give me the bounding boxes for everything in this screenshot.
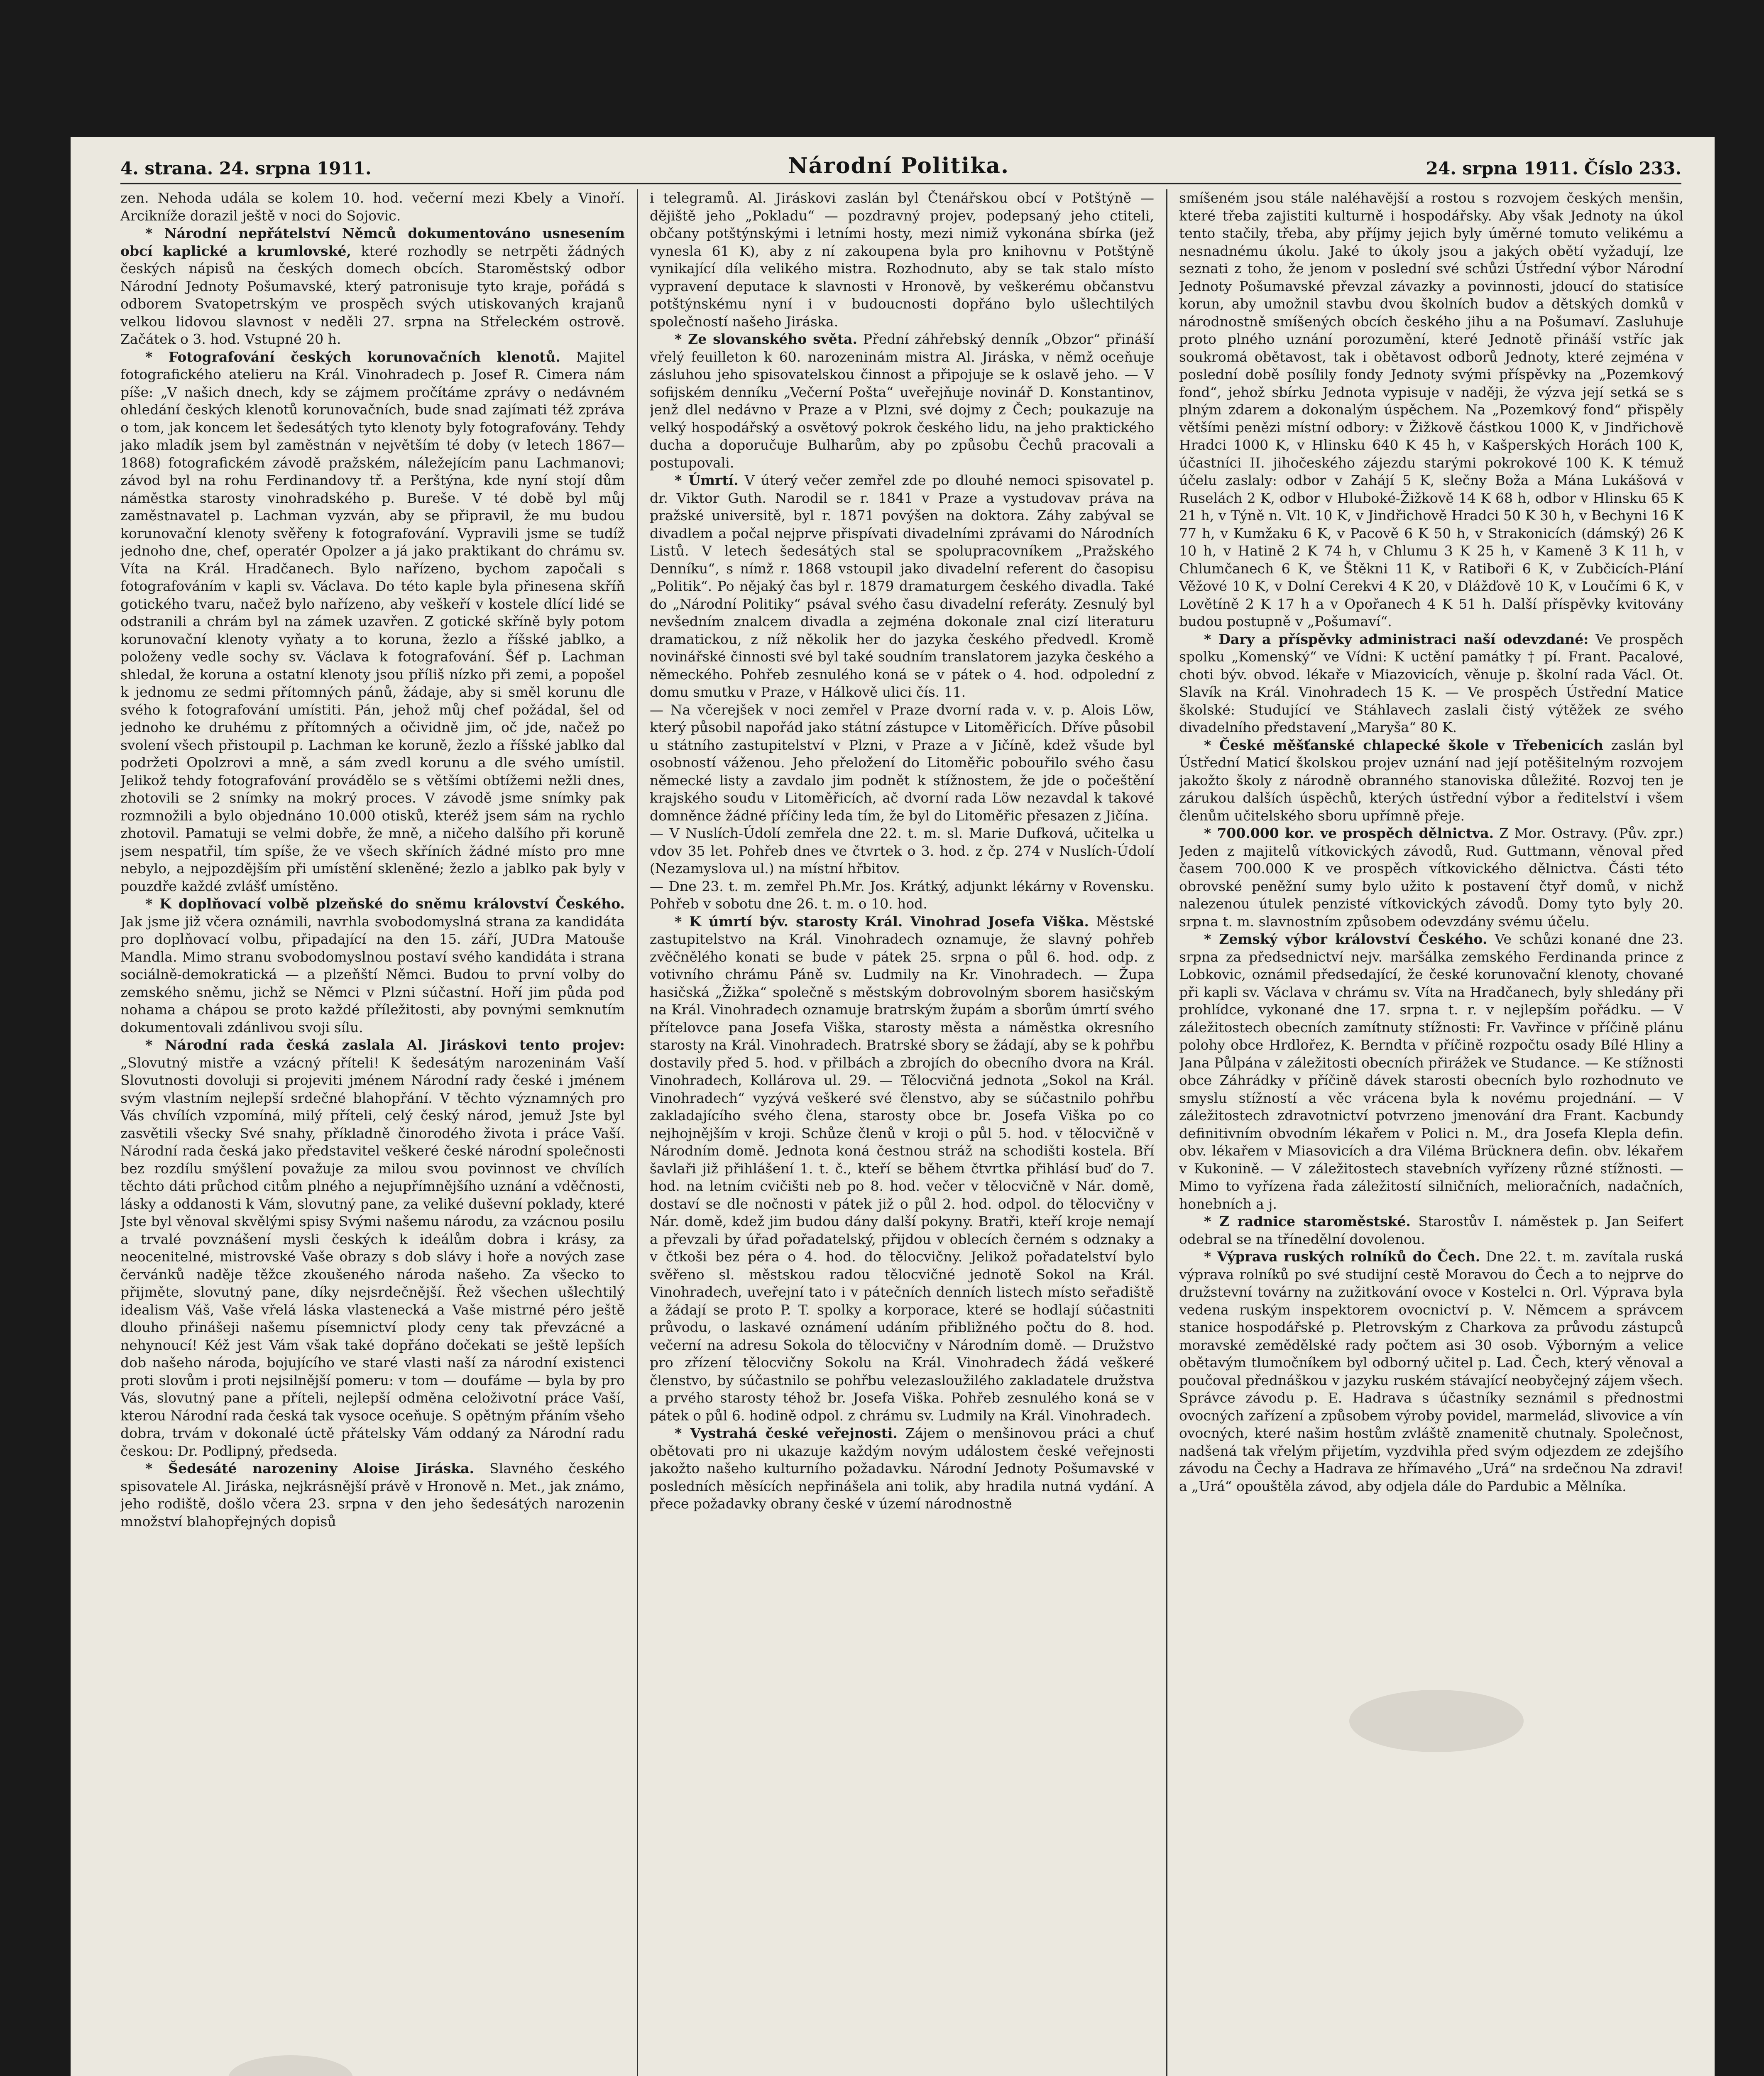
- article-text: Majitel fotografického atelieru na Král. Vinohradech p. Josef R. Cimera nám píše: „V našich dnech, kdy se zájmem pročítáme zprávy o nedávném ohledání českých klenotů korunovačních, bude snad zajímati též zpráva o tom, jak koncem let šedesátých tyto klenoty byly fotografovány. Tehdy jako mladík jsem byl zaměstnán v největším té doby (v letech 1867—1868) fotografickém závodě pražském, náležejícím panu Lachmanovi; závod byl na rohu Ferdinandovy tř. a Perštýna, kde nyní stojí dům náměstka starosty vinohradského p. Bureše. V té době byl můj zaměstnavatel p. Lachman vyzván, aby se připravil, že mu budou korunovační klenoty svěřeny k fotografování. Vypravili jsme se tudíž jednoho dne, chef, operatér Opolzer a já jako praktikant do chrámu sv. Víta na Král. Hradčanech. Bylo nařízeno, bychom započali s fotografováním v kapli sv. Václava. Do této kaple byla přinesena skříň gotického tvaru, načež bylo nařízeno, aby veškeří v kostele dlící lidé se odstranili a chrám byl na zámek uzavřen. Z gotické skříně byly potom korunovační klenoty vyňaty a to koruna, žezlo a říšské jablko, a položeny vedle sochy sv. Václava k fotografování. Šéf p. Lachman shledal, že koruna a ostatní klenoty jsou příliš nízko při zemi, a popošel k jednomu ze sedmi přítomných pánů, žádaje, aby si směl korunu dle svého k fotografování umístiti. Pán, jehož můj chef požádal, šel od jednoho ke druhému z přítomných a očividně jim, oč jde, načež po svolení všech přistoupil p. Lachman ke koruně, žezlo a říšské jablko dal podržeti Opolzrovi a mně, a sám zvedl korunu a dle svého umístil. Jelikož tehdy fotografování provádělo se s většími obtížemi nežli dnes, zhotovili se 2 snímky na mokrý proces. V závodě jsme snímky pak rozmnožili a bylo objednáno 10.000 otisků, kteréž jsem sám na rychlo zhotovil. Pamatuji se velmi dobře, že mně, a ničeho dalšího při koruně jsem nespatřil, tím spíše, že ve všech skříních žádné místo pro mne nebylo, a nejpozdějším při umístění skleněné; žezlo a jablko pak byly v pouzdře každé zvlášť umístěno.: [120, 348, 625, 894]
- article-paragraph: [120, 1036, 625, 1460]
- article-heading: * Dary a příspěvky administraci naší odevzdané:: [1204, 631, 1589, 647]
- article-text: Jak jsme již včera oznámili, navrhla svobodomyslná strana za kandidáta pro doplňovací volbu, připadající na den 15. září, JUDra Matouše Mandla. Mimo stranu svobodomyslnou postaví svého kandidáta i strana sociálně-demokratická — a plzeňští Němci. Budou to první volby do zemského sněmu, jichž se Němci v Plzni súčastní. Hoří jim půda pod nohama a chápou se proto každé příležitosti, aby povnými semknutím dokumentovali zdánlivou svoji sílu.: [120, 913, 625, 1036]
- article-paragraph: [650, 825, 1154, 878]
- page-header: [120, 145, 1681, 179]
- article-paragraph: [1179, 737, 1683, 825]
- article-heading: * České měšťanské chlapecké škole v Třebenicích: [1204, 737, 1604, 753]
- article-text: V úterý večer zemřel zde po dlouhé nemoci spisovatel p. dr. Viktor Guth. Narodil se r. 1841 v Praze a vystudovav práva na pražské universitě, byl r. 1871 povýšen na doktora. Záhy zabýval se divadlem a počal nejprve přispívati divadelními zprávami do Národních Listů. V letech šedesátých stal se spolupracovníkem „Pražského Denníku“, s nímž r. 1868 vstoupil jako divadelní referent do časopisu „Politik“. Po nějaký čas byl r. 1879 dramaturgem českého divadla. Také do „Národní Politiky“ psával svého času divadelní referáty. Zesnulý byl nevšedním znalcem divadla a zejména dokonale znal cizí literaturu dramatickou, z níž několik her do jazyka českého předvedl. Kromě novinářské činnosti své byl také soudním translatorem jazyka českého a německého. Pohřeb zesnulého koná se v pátek o 4. hod. odpolední z domu smutku v Praze, v Hálkově ulici čís. 11.: [650, 472, 1154, 700]
- article-heading: * Úmrtí.: [675, 472, 739, 488]
- article-paragraph: [1179, 930, 1683, 1213]
- article-paragraph: [650, 330, 1154, 472]
- header-date-left: 4. strana. 24. srpna 1911.: [120, 158, 372, 179]
- article-heading: * Šedesáté narozeniny Aloise Jiráska.: [145, 1460, 475, 1476]
- article-text: — Na včerejšek v noci zemřel v Praze dvorní rada v. v. p. Alois Löw, který působil napořád jako státní zástupce v Litoměřicích. Dříve působil u státního zastupitelství v Plzni, v Praze a v Jičíně, kdež všude byl osobností váženou. Jeho přeložení do Litoměřic pobouřilo svého času německé listy a zavdalo jim podnět k stížnostem, že jde o počeštění krajského soudu v Litoměřicích, ač dvorní rada Löw nezavdal k takové domněnce žádné příčiny leda tím, že byl do Litoměřic přesazen z Jičína.: [650, 701, 1154, 824]
- article-text: — V Nuslích-Údolí zemřela dne 22. t. m. sl. Marie Dufková, učitelka u vdov 35 let. Pohřeb dnes ve čtvrtek o 3. hod. z čp. 274 v Nuslích-Údolí (Nezamyslova ul.) na místní hřbitov.: [650, 825, 1154, 876]
- article-paragraph: [120, 1460, 625, 1530]
- article-text: Starostův I. náměstek p. Jan Seifert odebral se na třínedělní dovolenou.: [1179, 1213, 1683, 1247]
- article-text: smíšeném jsou stále naléhavější a rostou s rozvojem českých menšin, které třeba zajistiti kulturně i hospodářsky. Aby však Jednoty na úkol tento stačily, třeba, aby příjmy jejich byly úměrné tomuto velikému a nesnadnému úkolu. Jaké to úkoly jsou a jakých obětí vyžadují, lze seznati z toho, že jenom v poslední své schůzi Ústřední výbor Národní Jednoty Pošumavské převzal závazky a povinnosti, jdoucí do statisíce korun, aby umožnil stavbu dvou školních budov a dětských domků v národnostně smíšených obcích českého jihu a na Pošumaví. Zasluhuje proto plného uznání porozumění, které Jednotě přináší vstříc jak soukromá obětavost, tak i obětavost odborů Jednoty, které zejména v poslední době posílily fondy Jednoty svými příspěvky na „Pozemkový fond“, jehož sbírku Jednota vypisuje v naději, že výzva její setká se s plným zdarem a dokonalým úspěchem. Na „Pozemkový fond“ přispěly většími penězi místní odbory: v Žižkově částkou 1000 K, v Jindřichově Hradci 1000 K, v Hlinsku 640 K 45 h, v Kašperských Horách 100 K, účastníci II. jihočeského zájezdu starými pokrokové 100 K. K témuž účelu zaslaly: odbor v Zahájí 5 K, slečny Boža a Mána Lukášová v Ruselách 2 K, odbor v Hluboké-Žižkově 14 K 68 h, odbor v Hlinsku 65 K 21 h, v Týně n. Vlt. 10 K, v Jindřichově Hradci 50 K 30 h, v Bechyni 16 K 77 h, v Kumžaku 6 K, v Pacově 6 K 50 h, v Strakonicích (dámský) 26 K 10 h, v Hatině 2 K 74 h, v Chlumu 3 K 25 h, v Kameně 3 K 11 h, v Chlumčanech 6 K, ve Štěkni 11 K, v Ratiboři 6 K, v Zubčicích-Plání Věžové 10 K, v Dolní Cerekvi 4 K 20, v Dlážďově 10 K, v Loučími 6 K, v Lovětíně 2 K 17 h a v Opořanech 4 K 51 h. Další příspěvky kvitovány budou postupně v „Pošumaví“.: [1179, 190, 1683, 629]
- article-text: zaslán byl Ústřední Maticí školskou projev uznání nad její potěšitelným rozvojem jakožto školy z národně obranného stanoviska důležité. Rozvoj ten je zárukou dalších úspěchů, kterých ústřední výbor a ředitelství i všem členům učitelského sboru upřímně přeje.: [1179, 737, 1683, 824]
- article-paragraph: [120, 225, 625, 348]
- article-paragraph: [120, 189, 625, 225]
- article-heading: * K úmrtí býv. starosty Král. Vinohrad Josefa Viška.: [675, 913, 1089, 930]
- column-3: [1179, 189, 1683, 2076]
- article-paragraph: [650, 701, 1154, 825]
- article-paragraph: [650, 878, 1154, 913]
- newspaper-page: [71, 137, 1715, 2076]
- article-heading: * Ze slovanského světa.: [675, 331, 857, 347]
- article-paragraph: [120, 895, 625, 1036]
- article-text: Z Mor. Ostravy. (Pův. zpr.) Jeden z majitelů vítkovických závodů, Rud. Guttmann, věnoval před časem 700.000 K ve prospěch vítkovického dělnictva. Části této obrovské peněžní sumy bylo užito k postavení čtyř domů, v nichž nalezenou útulek penzisté vítkovických závodů. Domy tyto byly 20. srpna t. m. slavnostním způsobem odevzdány svému účelu.: [1179, 825, 1683, 930]
- article-paragraph: [650, 1425, 1154, 1513]
- column-1: [120, 189, 625, 2076]
- header-date-issue: 24. srpna 1911. Číslo 233.: [1426, 158, 1681, 179]
- article-heading: * Národní rada česká zaslala Al. Jiráskovi tento projev:: [145, 1037, 625, 1053]
- masthead-title: Národní Politika.: [788, 153, 1010, 179]
- article-heading: * 700.000 kor. ve prospěch dělnictva.: [1204, 825, 1494, 841]
- header-rule: [120, 183, 1681, 184]
- article-text: Slavného českého spisovatele Al. Jiráska, nejkrásnější právě v Hronově n. Met., jak známo, jeho rodiště, došlo včera 23. srpna v den jeho šedesátých narozenin množství blahopřejných dopisů: [120, 1460, 625, 1530]
- article-text: zen. Nehoda udála se kolem 10. hod. večerní mezi Kbely a Vinoří. Arcikníže dorazil ještě v noci do Sojovic.: [120, 190, 625, 224]
- article-text: které rozhodly se netrpěti žádných českých nápisů na českých domech obcích. Staroměstský odbor Národní Jednoty Pošumavské, který patronisuje tyto kraje, pořádá s odborem Svatopetrským ve prospěch svých utiskovaných krajanů velkou lidovou slavnost v neděli 27. srpna na Střeleckém ostrově. Začátek o 3. hod. Vstupné 20 h.: [120, 242, 625, 347]
- article-paragraph: [650, 189, 1154, 330]
- paper-stain: [1349, 1690, 1524, 1752]
- article-paragraph: [1179, 631, 1683, 737]
- article-heading: * Vystrahá české veřejnosti.: [675, 1425, 898, 1441]
- article-paragraph: [120, 348, 625, 896]
- article-text: Zájem o menšinovou práci a chuť obětovati pro ni ukazuje každým novým událostem české veřejnosti jakožto našeho kulturního požadavku. Národní Jednoty Pošumavské v posledních měsících nepřinášela ani tolik, aby hradila nutná vydání. A přece požadavky obrany české v území národnostně: [650, 1425, 1154, 1512]
- article-text: Přední záhřebský denník „Obzor“ přináší vřelý feuilleton k 60. narozeninám mistra Al. Jiráska, v němž oceňuje zásluhou jeho spisovatelskou činnost a připojuje se k oslavě jeho. — V sofijském denníku „Večerní Pošta“ uveřejňuje novinář D. Konstantinov, jenž dlel nedávno v Praze a v Plzni, své dojmy z Čech; poukazuje na velký hospodářský a osvětový pokrok českého lidu, na jeho praktického ducha a doporučuje Bulharům, aby po způsobu Čechů pracovali a postupovali.: [650, 331, 1154, 471]
- column-2: [650, 189, 1154, 2076]
- article-paragraph: [1179, 825, 1683, 930]
- article-heading: * Z radnice staroměstské.: [1204, 1213, 1411, 1229]
- column-divider: [637, 189, 638, 2076]
- article-text: Ve schůzi konané dne 23. srpna za předsednictví nejv. maršálka zemského Ferdinanda prince z Lobkovic, oznámil předsedající, že české korunovační klenoty, chované při kapli sv. Václava v chrámu sv. Víta na Hradčanech, byly shledány při prohlídce, vykonané dne 17. srpna t. r. v nejlepším pořádku. — V záležitostech obecních zamítnuty stížnosti: Fr. Vavřince v příčině plánu polohy obce Hrdlořez, K. Berndta v příčině rozpočtu osady Bílé Hliny a Jana Půlpána v záležitosti obecních přirážek ve Studance. — Ke stížnosti obce Záhrádky v příčině dávek starosti obecních bylo rozhodnuto ve smyslu stížností a věc vrácena byla k novému projednání. — V záležitostech zdravotnictví potvrzeno jmenování dra Frant. Kacbundy definitivním obvodním lékařem v Polici n. M., dra Josefa Klepla defin. obv. lékařem v Miasovicích a dra Viléma Brücknera defin. obv. lékařem v Kukonině. — V záležitostech stavebních vyřízeny různé stížnosti. — Mimo to vyřízena řada záležitostí silničních, melioračních, nadačních, honebních a j.: [1179, 931, 1683, 1212]
- article-text: i telegramů. Al. Jiráskovi zaslán byl Čtenářskou obcí v Potštýně — dějiště jeho „Pokladu“ — pozdravný projev, podepsaný jeho ctiteli, občany potštýnskými i letními hosty, mezi nimiž vykonána sbírka (jež vynesla 61 K), aby z ní zakoupena byla pro knihovnu v Potštýně vynikající díla velikého mistra. Rozhodnuto, aby se tak stalo místo vypravení deputace k slavnosti v Hronově, by veškerému občanstvu potštýnskému nyní i v budoucnosti dopřáno bylo ušlechtilých společností našeho Jiráska.: [650, 190, 1154, 330]
- article-paragraph: [650, 472, 1154, 701]
- article-heading: * Národní nepřátelství Němců dokumentováno usnesením obcí kaplické a krumlovské,: [120, 225, 625, 259]
- article-paragraph: [650, 913, 1154, 1425]
- article-heading: * Výprava ruských rolníků do Čech.: [1204, 1249, 1480, 1265]
- article-heading: * Fotografování českých korunovačních klenotů.: [145, 348, 560, 365]
- article-paragraph: [1179, 189, 1683, 631]
- article-paragraph: [1179, 1248, 1683, 1495]
- article-text: Městské zastupitelstvo na Král. Vinohradech oznamuje, že slavný pohřeb zvěčnělého konati se bude v pátek 25. srpna o půl 6. hod. odp. z votivního chrámu Páně sv. Ludmily na Kr. Vinohradech. — Župa hasičská „Žižka“ společně s městským dobrovolným sborem hasičským na Král. Vinohradech oznamuje bratrským župám a sborům úmrtí svého přítelovce pana Josefa Viška, starosty města a náměstka okresního starosty na Král. Vinohradech. Bratrské sbory se žádají, aby se k pohřbu dostavily před 5. hod. v přilbách a zbrojích do obecního dvora na Král. Vinohradech, Kollárova ul. 29. — Tělocvičná jednota „Sokol na Král. Vinohradech“ vyzývá veškeré své členstvo, aby se súčastnilo pohřbu zakladajícího svého člena, starosty obce br. Josefa Viška po co nejhojnějším v kroji. Schůze členů v kroji o půl 5. hod. v tělocvičně v Národním domě. Jednota koná čestnou stráž na schodišti kostela. Bří šavlaři již přihlášení 1. t. č., kteří se během čtvrtka přihlásí buď do 7. hod. na letním cvičišti neb po 8. hod. večer v tělocvičně v Nár. domě, dostaví se dle nočnosti v pátek již o půl 2. hod. odpol. do tělocvičny v Nár. domě, kdež jim budou dány další pokyny. Bratři, kteří kroje nemají a převzali by úřad pořadatelský, přijdou v oblecích černém s odznaky a v čtkoši bez péra o 4. hod. do tělocvičny. Jelikož pořadatelství bylo svěřeno sl. městskou radou tělocvičné jednotě Sokol na Král. Vinohradech, uveřejní tato i v pátečních denních listech místo seřadiště a žádají se proto P. T. spolky a korporace, které se hodlají súčastniti průvodu, o laskavé oznámení udáním přibližného počtu do 8. hod. večerní na adresu Sokola do tělocvičny v Národním domě. — Družstvo pro zřízení tělocvičny Sokolu na Král. Vinohradech žádá veškeré členstvo, by súčastnilo se pohřbu velezasloužilého zakladatele družstva a prvého starosty téhož br. Josefa Viška. Pohřeb zesnulého koná se v pátek o půl 6. hodině odpol. z chrámu sv. Ludmily na Král. Vinohradech.: [650, 913, 1154, 1424]
- article-text: — Dne 23. t. m. zemřel Ph.Mr. Jos. Krátký, adjunkt lékárny v Rovensku. Pohřeb v sobotu dne 26. t. m. o 10. hod.: [650, 878, 1154, 912]
- article-heading: * K doplňovací volbě plzeňské do sněmu království Českého.: [145, 896, 625, 912]
- article-text: Ve prospěch spolku „Komenský“ ve Vídni: K uctění památky † pí. Frant. Pacalové, choti býv. obvod. lékaře v Miazovicích, věnuje p. školní rada Václ. Ot. Slavík na Král. Vinohradech 15 K. — Ve prospěch Ústřední Matice školské: Studující ve Stáhlavech zaslali čistý výtěžek ze svého divadelního představení „Maryša“ 80 K.: [1179, 631, 1683, 735]
- article-text: „Slovutný mistře a vzácný příteli! K šedesátým narozeninám Vaší Slovutnosti dovoluji si projeviti jménem Národní rady české i jménem svým vlastním nejlepší srdečné blahopřání. V těchto významných pro Vás chvílích vzpomíná, milý příteli, celý český národ, jemuž Jste byl zasvětili všecky Své snahy, příkladně činorodého života i práce Vaší. Národní rada česká jako představitel veškeré české národní společnosti bez rozdílu smýšlení považuje za milou svou povinnost ve chvílích těchto dáti průchod citům plného a nejupřímnějšího uznání a vděčnosti, lásky a oddanosti k Vám, slovutný pane, za veliké duševní poklady, které Jste byl věnoval skvělými spisy Svými našemu národu, za vzácnou posilu a trvalé povznášení mysli českých k ideálům dobra i krásy, za neocenitelné, mistrovské Vaše obrazy s dob slávy i hoře a nových zase červánků naděje těžce zkoušeného národa našeho. Za všecko to přijměte, slovutný pane, díky nejsrdečnější. Řež všechen ušlechtilý idealism Váš, Vaše vřelá láska vlastenecká a Vaše mistrné péro ještě dlouho přinášeji našemu písemnictví plody ceny tak převzácné a nehynoucí! Kéž jest Vám však také dopřáno dočekati se ještě lepších dob našeho národa, bojujícího ve staré vlasti naší za národní existenci proti slovům i proti nejsilnější pomeru: v tom — doufáme — byla by pro Vás, slovutný pane a příteli, nejlepší odměna celoživotní práce Vaší, kterou Národní rada česká tak vysoce oceňuje. S opětným přáním všeho dobra, trvám v dokonalé úctě přátelsky Vám oddaný za Národní radu českou: Dr. Podlipný, předseda.: [120, 1054, 625, 1459]
- article-paragraph: [1179, 1213, 1683, 1248]
- column-divider: [1166, 189, 1167, 2076]
- article-heading: * Zemský výbor království Českého.: [1204, 931, 1488, 947]
- article-text: Dne 22. t. m. zavítala ruská výprava rolníků po své studijní cestě Moravou do Čech a to nejprve do družstevní továrny na zužitkování ovoce v Kostelci n. Orl. Výprava byla vedena ruským inspektorem ovocnictví p. V. Němcem a správcem stanice hospodářské p. Pletrovským z Charkova za průvodu zástupců moravské zemědělské rady počtem asi 30 osob. Výborným a velice obětavým tlumočníkem byl odborný učitel p. Lad. Čech, který věnoval a poučoval přednáškou v jazyku ruském stávající neobyčejný zájem všech. Správce závodu p. E. Hadrava s účastníky seznámil s přednostmi ovocných zařízení a způsobem výroby povidel, marmelád, slivovice a vín ovocných, které našim hostům zvláště znamenitě chutnaly. Společnost, nadšená tak vřelým přijetím, vyzdvihla před svým odjezdem ze zdejšího závodu na Čechy a Hadrava ze hřímavého „Urá“ na srdečnou Na zdravi! a „Urá“ opouštěla závod, aby odjela dále do Pardubic a Mělníka.: [1179, 1249, 1683, 1494]
